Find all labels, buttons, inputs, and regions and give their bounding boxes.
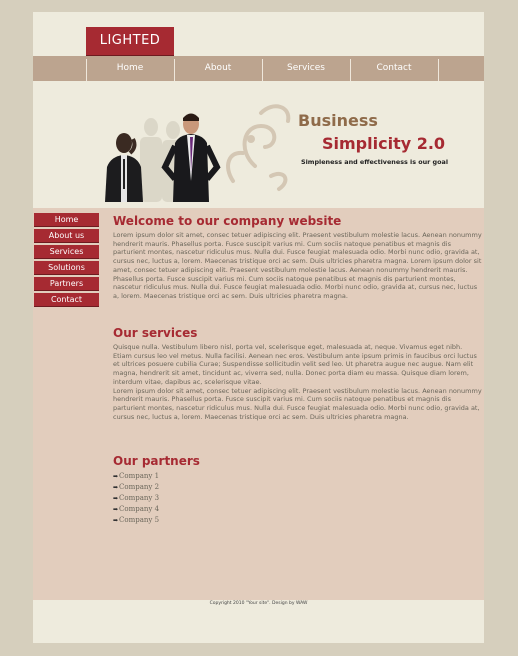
- footer-area: [33, 600, 484, 643]
- welcome-section: [113, 214, 483, 326]
- arrow-right-icon: ➡: [113, 495, 119, 502]
- side-nav-partners[interactable]: Partners: [34, 277, 99, 291]
- partner-name: Company 4: [119, 505, 160, 513]
- partner-name: Company 2: [119, 483, 160, 491]
- nav-separator: [438, 59, 439, 81]
- partner-name: Company 1: [119, 472, 160, 480]
- welcome-body: Lorem ipsum dolor sit amet, consec tetuer adipiscing elit. Praesent vestibulum molestie lacus. Aenean nonummy hendrerit mauris. Phasellus porta. Fusce suscipit varius mi. Cum sociis natoque penatibus et magnis dis parturient montes, nascetur ridiculus mus. Nulla dui. Fusce feugiat malesuada odio. Morbi nunc odio, gravida at, cursus nec, luctus a, lorem. Maecenas tristique orci ac sem. Duis ultricies pharetra magna. Lorem ipsum dolor sit amet, consec tetuer adipiscing elit. Praesent vestibulum molestie lacus. Aenean nonummy hendrerit mauris. Phasellus porta. Fusce suscipit varius mi. Cum sociis natoque penatibus et magnis dis parturient montes, nascetur ridiculus mus. Nulla dui. Fusce feugiat malesuada odio. Morbi nunc odio, gravida at, cursus nec, luctus a, lorem. Maecenas tristique orci ac sem. Duis ultricies pharetra magna.: [113, 231, 482, 300]
- list-item[interactable]: [113, 515, 483, 526]
- top-navigation: [33, 56, 484, 81]
- nav-item-services[interactable]: Services: [287, 63, 325, 73]
- nav-item-home[interactable]: Home: [116, 63, 144, 73]
- side-nav-services[interactable]: Services: [34, 245, 99, 259]
- banner-title-line1: Business: [298, 111, 378, 130]
- hero-banner: [33, 81, 484, 202]
- arrow-right-icon: ➡: [113, 517, 119, 524]
- services-section: [113, 326, 483, 454]
- services-heading: Our services: [113, 326, 198, 340]
- side-nav-solutions[interactable]: Solutions: [34, 261, 99, 275]
- banner-title-line2: Simplicity 2.0: [322, 134, 446, 153]
- list-item[interactable]: [113, 493, 483, 504]
- partner-name: Company 3: [119, 494, 160, 502]
- partners-heading: Our partners: [113, 454, 200, 468]
- welcome-heading: Welcome to our company website: [113, 214, 342, 228]
- list-item[interactable]: [113, 471, 483, 482]
- services-body-1: Quisque nulla. Vestibulum libero nisl, porta vel, scelerisque eget, malesuada at, neque. Vivamus eget nibh. Etiam cursus leo vel metus. Nulla facilisi. Aenean nec eros. Vestibulum ante ipsum primis in faucibus orci luctus et ultrices posuere cubilia Curae; Suspendisse sollicitudin velit sed leo. Ut pharetra augue nec augue. Nam elit magna, hendrerit sit amet, tincidunt ac, viverra sed, nulla. Donec porta diam eu massa. Quisque diam lorem, interdum vitae, dapibus ac, scelerisque vitae.: [113, 343, 477, 386]
- list-item[interactable]: [113, 504, 483, 515]
- list-item[interactable]: [113, 482, 483, 493]
- arrow-right-icon: ➡: [113, 506, 119, 513]
- partners-section: [113, 454, 483, 526]
- partners-list: [113, 471, 483, 526]
- services-body-2: Lorem ipsum dolor sit amet, consec tetuer adipiscing elit. Praesent vestibulum molestie lacus. Aenean nonummy hendrerit mauris. Phasellus porta. Fusce suscipit varius mi. Cum sociis natoque penatibus et magnis dis parturient montes, nascetur ridiculus mus. Nulla dui. Fusce feugiat malesuada odio. Morbi nunc odio, gravida at, cursus nec, luctus a, lorem. Maecenas tristique orci ac sem. Duis ultricies pharetra magna.: [113, 386, 482, 421]
- arrow-right-icon: ➡: [113, 484, 119, 491]
- businessman-phone-figure: [105, 133, 143, 202]
- side-navigation: [34, 213, 99, 309]
- swirl-ornament-icon: [228, 106, 288, 189]
- page-container: [33, 12, 484, 643]
- side-nav-about-us[interactable]: About us: [34, 229, 99, 243]
- nav-item-about[interactable]: About: [204, 63, 232, 73]
- main-content: [113, 214, 483, 526]
- side-nav-home[interactable]: Home: [34, 213, 99, 227]
- side-nav-contact[interactable]: Contact: [34, 293, 99, 307]
- banner-tagline: Simpleness and effectiveness is our goal: [301, 158, 449, 166]
- footer-copyright: Copyright 2010 "Your site". Design by WAW: [209, 601, 308, 606]
- site-logo[interactable]: LIGHTED: [86, 27, 174, 55]
- partner-name: Company 5: [119, 516, 160, 524]
- nav-item-contact[interactable]: Contact: [376, 63, 412, 73]
- arrow-right-icon: ➡: [113, 473, 119, 480]
